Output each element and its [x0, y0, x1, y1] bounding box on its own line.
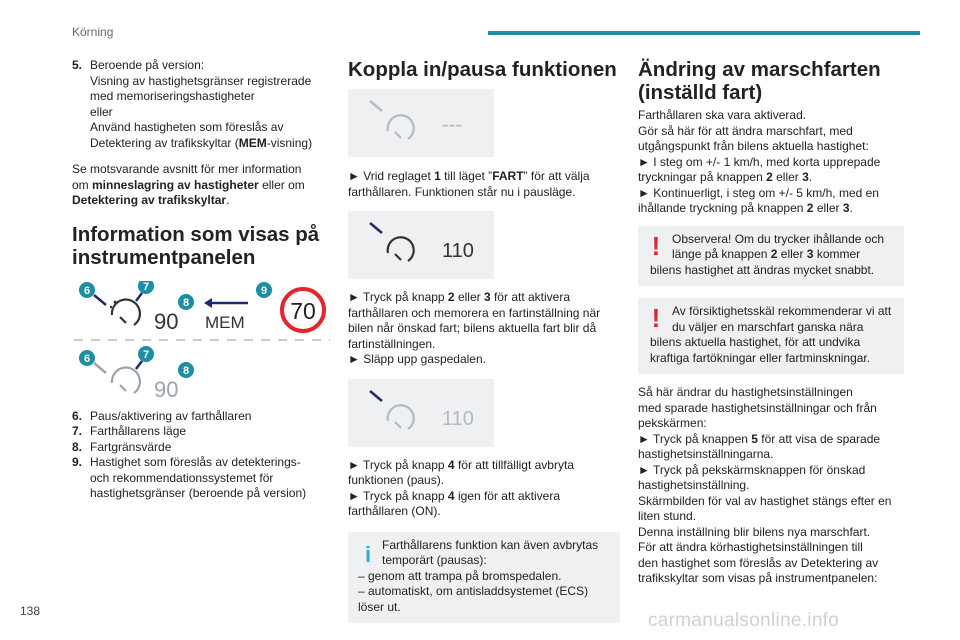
- speed-limit-sign-icon: [282, 289, 324, 331]
- speedometer-icon-paused: [388, 405, 414, 429]
- speed-value-top: 90: [154, 308, 179, 334]
- list-item-5: 5. Beroende på version: Visning av hastighetsgränser registrerade med memoriseringshastigheter eller Använd hastigheten som föreslås av Detektering av trafikskyltar (MEM-visning): [72, 58, 313, 150]
- legend-item-9: 9. Hastighet som föreslås av detekterings- och rekommendationssystemet för hastighetsgränser (beroende på version): [72, 455, 307, 500]
- svg-text:9: 9: [260, 284, 268, 297]
- svg-text:70: 70: [290, 297, 316, 324]
- svg-text:6: 6: [83, 352, 91, 365]
- speed-110-paused: 110: [442, 407, 474, 430]
- badge-9-top: [256, 282, 272, 298]
- svg-text:8: 8: [182, 296, 190, 309]
- legend-item-8: 8. Fartgränsvärde: [72, 439, 172, 454]
- column-right: [638, 58, 904, 587]
- badge-6-top: [79, 282, 95, 298]
- info-icon: i: [364, 541, 372, 567]
- heading-engage-pause: Koppla in/pausa funktionen: [348, 58, 617, 81]
- illustration-interrupted: [348, 379, 494, 447]
- warning-note-2: ! Av försiktighetsskäl rekommenderar vi att du väljer en marschfart ganska nära bilens aktuella hastighet, för att undvika kraftiga fartökningar eller fartminskningar.: [638, 298, 904, 374]
- step-press-activate: ► Tryck på knapp 2 eller 3 för att aktivera farthållaren och memorera en fartinställning när bilen når önskad fart; bilens aktuella fart blir då fartinställningen. ► Släpp upp gaspedalen.: [348, 290, 601, 366]
- svg-text:8: 8: [182, 364, 190, 377]
- warning-icon: !: [651, 230, 661, 261]
- speedometer-icon: [110, 299, 140, 324]
- badge-8-top: [178, 294, 194, 310]
- column-left: [72, 58, 330, 502]
- svg-text:7: 7: [142, 280, 150, 293]
- legend-list: [72, 409, 330, 502]
- step-press-pause: ► Tryck på knapp 4 för att tillfälligt avbryta funktionen (paus). ► Tryck på knapp 4 igen för att aktivera farthållaren (ON).: [348, 457, 574, 518]
- warning-note-1: ! Observera! Om du trycker ihållande och länge på knappen 2 eller 3 kommer bilens hastighet att ändras mycket snabbt.: [638, 226, 904, 287]
- svg-text:6: 6: [83, 284, 91, 297]
- warning-icon: !: [651, 303, 661, 333]
- saved-speeds-paragraph: Så här ändrar du hastighetsinställningen med sparade hastighetsinställningar och från pekskärmen: ► Tryck på knappen 5 för att visa de sparade hastighetsinställningarna. ► Tryck på pekskärmsknappen för önskad hastighetsinställning. Skärmbilden för val av hastighet stängs efter en liten stund. Denna inställning blir bilens nya marschfart. För att ändra körhastighetsinställningen till den hastighet som föreslås av Detektering av trafikskyltar som visas på instrumentpanelen:: [638, 385, 892, 585]
- change-speed-intro: Farthållaren ska vara aktiverad. Gör så här för att ändra marschfart, med utgångspunkt från bilens aktuella hastighet: ► I steg om +/- 1 km/h, med korta upprepade tryckningar på knappen 2 eller 3. ► Kontinuerligt, i steg om +/- 5 km/h, med en ihållande tryckning på knappen 2 eller 3.: [638, 108, 881, 215]
- instrument-display-diagram: [72, 281, 330, 399]
- mem-label: MEM: [205, 312, 245, 332]
- illustration-active: [348, 211, 494, 279]
- heading-instrument-info: Information som visas på instrumentpanelen: [72, 222, 320, 269]
- legend-item-6: 6. Paus/aktivering av farthållaren: [72, 408, 252, 423]
- speed-value-bottom: 90: [154, 376, 179, 399]
- svg-text:7: 7: [142, 348, 150, 361]
- illustration-paused: [348, 89, 494, 157]
- speed-dashes: ---: [442, 114, 462, 136]
- heading-change-speed: Ändring av marschfarten (inställd fart): [638, 58, 881, 104]
- speedometer-icon-active: [388, 237, 414, 261]
- page-number: 138: [20, 604, 41, 618]
- badge-8-bottom: [178, 362, 194, 378]
- info-note: i Farthållarens funktion kan även avbrytas temporärt (pausas): – genom att trampa på bromspedalen. – automatiskt, om antisladdsystemet (ECS) löser ut.: [348, 532, 620, 624]
- legend-item-7: 7. Farthållarens läge: [72, 424, 187, 438]
- column-middle: [348, 58, 620, 623]
- watermark: carmanualsonline.info: [648, 610, 840, 631]
- pointer-arrow: [94, 295, 106, 305]
- speedometer-icon-grey: [388, 115, 414, 139]
- reference-paragraph: Se motsvarande avsnitt för mer information om minneslagring av hastigheter eller om Detektering av trafikskyltar.: [72, 162, 305, 207]
- badge-6-bottom: [79, 350, 95, 366]
- badge-7-bottom: [138, 346, 154, 362]
- speed-110-active: 110: [442, 240, 474, 262]
- header-accent-bar: [488, 31, 920, 35]
- section-title: Körning: [72, 25, 114, 39]
- badge-7-top: [138, 281, 154, 294]
- speedometer-icon-paused: [112, 367, 140, 392]
- step-rotate: ► Vrid reglaget 1 till läget ”FART” för att välja farthållaren. Funktionen står nu i pausläge.: [348, 169, 590, 199]
